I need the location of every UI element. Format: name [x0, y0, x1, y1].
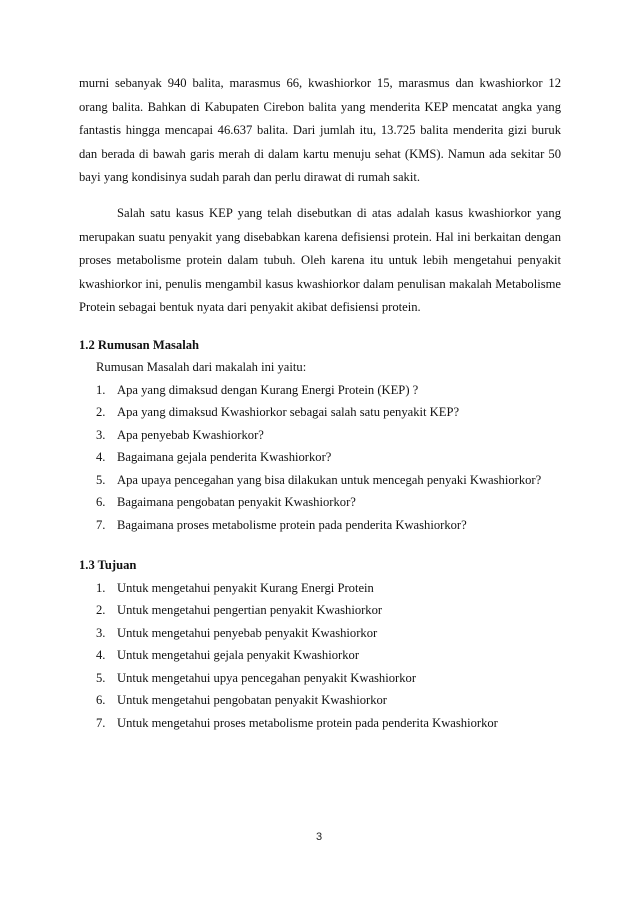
list-item: [96, 577, 561, 600]
list-item: [96, 622, 561, 645]
list-item: [96, 491, 561, 514]
list-number: 3.: [96, 427, 106, 442]
list-text: Apa penyebab Kwashiorkor?: [117, 427, 264, 442]
list-text: Untuk mengetahui gejala penyakit Kwashiorkor: [117, 648, 360, 663]
list-item: [96, 446, 561, 469]
rumusan-intro: Rumusan Masalah dari makalah ini yaitu:: [96, 360, 307, 375]
list-text: Apa yang dimaksud Kwashiorkor sebagai salah satu penyakit KEP?: [117, 405, 460, 420]
list-item: [96, 424, 561, 447]
list-number: 1.: [96, 580, 106, 595]
list-text: Untuk mengetahui proses metabolisme protein pada penderita Kwashiorkor: [117, 715, 498, 730]
page-number: 3: [315, 831, 323, 843]
list-text: Apa upaya pencegahan yang bisa dilakukan untuk mencegah penyaki Kwashiorkor?: [117, 472, 542, 487]
list-text: Untuk mengetahui upya pencegahan penyakit Kwashiorkor: [117, 670, 417, 685]
list-item: [96, 599, 561, 622]
list-text: Apa yang dimaksud dengan Kurang Energi Protein (KEP) ?: [117, 382, 419, 397]
list-text: Untuk mengetahui penyakit Kurang Energi Protein: [117, 580, 374, 595]
section-heading-rumusan-masalah: 1.2 Rumusan Masalah: [79, 337, 200, 352]
list-item: [96, 667, 561, 690]
list-number: 4.: [96, 648, 106, 663]
list-item: [96, 712, 561, 735]
list-number: 7.: [96, 517, 106, 532]
list-text: Bagaimana proses metabolisme protein pada penderita Kwashiorkor?: [117, 517, 467, 532]
list-item: [96, 689, 561, 712]
list-number: 5.: [96, 670, 106, 685]
paragraph-kep-statistics: murni sebanyak 940 balita, marasmus 66, kwashiorkor 15, marasmus dan kwashiorkor 12 orang balita. Bahkan di Kabupaten Cirebon balita yang menderita KEP mencatat angka yang fantastis hingga mencapai 46.637 balita. Dari jumlah itu, 13.725 balita menderita gizi buruk dan berada di bawah garis merah di dalam kartu menuju sehat (KMS). Namun ada sekitar 50 bayi yang kondisinya sudah parah dan perlu dirawat di rumah sakit.: [79, 76, 561, 185]
list-item: [96, 469, 561, 492]
list-item: [96, 401, 561, 424]
list-item: [96, 644, 561, 667]
section-heading-tujuan: 1.3 Tujuan: [79, 558, 137, 573]
list-item: [96, 379, 561, 402]
page-content: [79, 72, 561, 734]
list-text: Untuk mengetahui penyebab penyakit Kwashiorkor: [117, 625, 378, 640]
list-number: 2.: [96, 603, 106, 618]
rumusan-list: [79, 379, 561, 537]
list-number: 3.: [96, 625, 106, 640]
list-number: 5.: [96, 472, 106, 487]
list-number: 1.: [96, 382, 106, 397]
tujuan-list: [79, 577, 561, 735]
list-number: 6.: [96, 693, 106, 708]
list-text: Untuk mengetahui pengertian penyakit Kwashiorkor: [117, 603, 383, 618]
list-number: 2.: [96, 405, 106, 420]
list-text: Bagaimana pengobatan penyakit Kwashiorkor?: [117, 495, 356, 510]
list-number: 7.: [96, 715, 106, 730]
list-number: 6.: [96, 495, 106, 510]
paragraph-kwashiorkor-case: Salah satu kasus KEP yang telah disebutkan di atas adalah kasus kwashiorkor yang merupakan suatu penyakit yang disebabkan karena defisiensi protein. Hal ini berkaitan dengan proses metabolisme protein dalam tubuh. Oleh karena itu untuk lebih mengetahui penyakit kwashiorkor ini, penulis mengambil kasus kwashiorkor dalam penulisan makalah Metabolisme Protein sebagai bentuk nyata dari penyakit akibat defisiensi protein.: [79, 205, 561, 315]
list-text: Bagaimana gejala penderita Kwashiorkor?: [117, 450, 332, 465]
list-item: [96, 514, 561, 537]
list-number: 4.: [96, 450, 106, 465]
list-text: Untuk mengetahui pengobatan penyakit Kwashiorkor: [117, 693, 387, 708]
